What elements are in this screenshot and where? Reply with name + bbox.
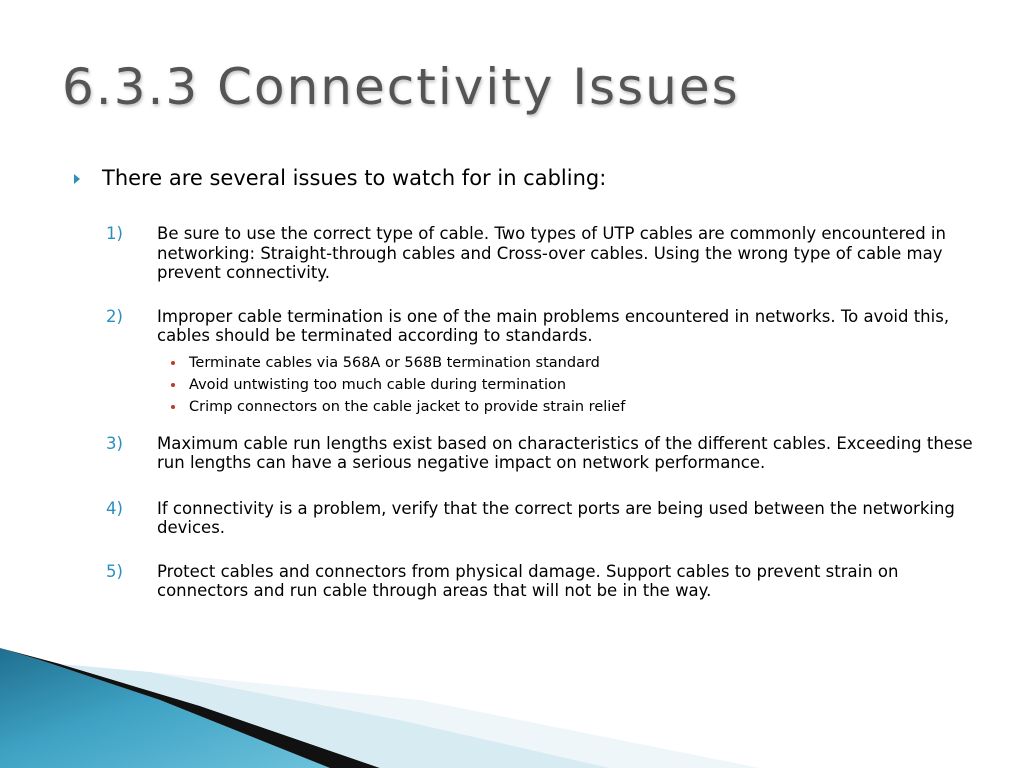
sub-list-item: [157, 396, 986, 418]
dot-icon: [171, 361, 175, 365]
item-text: Maximum cable run lengths exist based on characteristics of the different cables. Exceeding these run lengths can have a serious negative impact on network performance.: [157, 433, 973, 472]
sub-list-item: [157, 352, 986, 374]
list-item: [106, 307, 986, 418]
item-text: If connectivity is a problem, verify that the correct ports are being used between the networking devices.: [157, 498, 955, 537]
sub-item-text: Crimp connectors on the cable jacket to provide strain relief: [189, 398, 626, 415]
triangle-arrow-icon: [74, 174, 80, 184]
sub-item-text: Terminate cables via 568A or 568B termination standard: [189, 354, 600, 371]
item-number: 5): [106, 561, 123, 581]
item-text: Protect cables and connectors from physical damage. Support cables to prevent strain on connectors and run cable through areas that will not be in the way.: [157, 561, 899, 600]
numbered-list: [106, 224, 986, 621]
slide-title: 6.3.3 Connectivity Issues: [62, 58, 740, 116]
dot-icon: [171, 405, 175, 409]
list-item: [106, 562, 986, 601]
dot-icon: [171, 383, 175, 387]
sub-list-item: [157, 374, 986, 396]
lead-bullet: [74, 166, 606, 190]
list-item: [106, 434, 986, 473]
list-item: [106, 224, 986, 283]
item-number: 2): [106, 306, 123, 326]
sub-item-text: Avoid untwisting too much cable during termination: [189, 376, 567, 393]
item-text: Be sure to use the correct type of cable. Two types of UTP cables are commonly encountered in networking: Straight-through cables and Cross-over cables. Using the wrong type of cable may prevent connectivity.: [157, 224, 946, 282]
sub-list: [157, 352, 986, 418]
item-number: 3): [106, 433, 123, 453]
list-item: [106, 499, 986, 538]
item-number: 4): [106, 498, 123, 518]
item-text: Improper cable termination is one of the main problems encountered in networks. To avoid this, cables should be terminated according to standards.: [157, 306, 950, 345]
item-number: 1): [106, 224, 123, 243]
lead-text: There are several issues to watch for in cabling:: [102, 166, 607, 190]
